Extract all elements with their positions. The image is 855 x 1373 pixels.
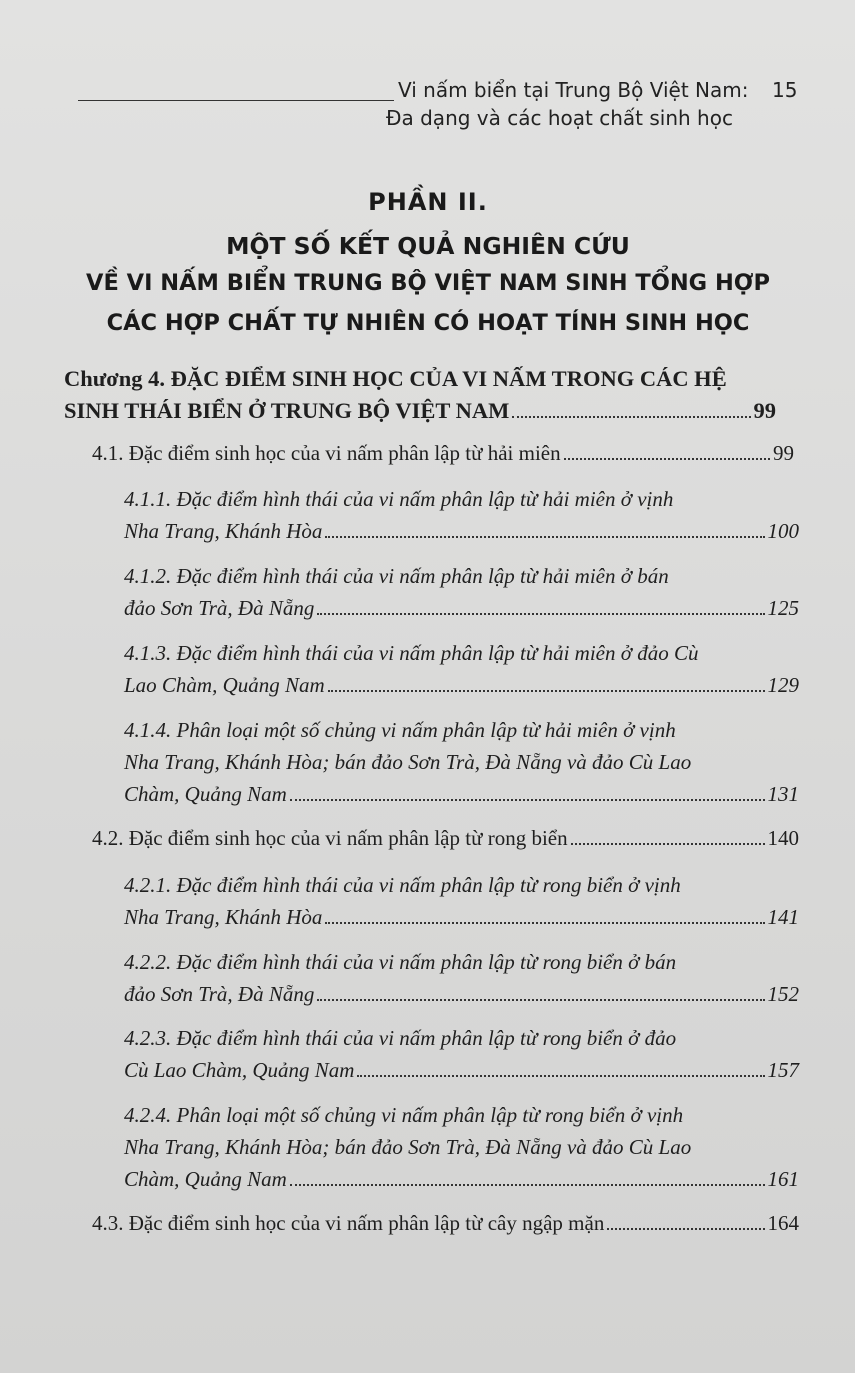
toc-entry-4-1-3-line-1: 4.1.3. Đặc điểm hình thái của vi nấm phân lập từ hải miên ở đảo Cù: [124, 641, 699, 665]
toc-page-number: 141: [767, 905, 799, 929]
toc-leader: [357, 1075, 764, 1077]
toc-entry-4-1-2-line-2: đảo Sơn Trà, Đà Nẵng: [124, 596, 315, 620]
toc-entry-text: 4.3. Đặc điểm sinh học của vi nấm phân lập từ cây ngập mặn: [92, 1211, 605, 1235]
toc-entry-4-2-4[interactable]: [124, 1167, 799, 1192]
toc-entry-4-2-3[interactable]: [124, 1058, 799, 1083]
toc-entry-4-2-2[interactable]: [124, 982, 799, 1007]
toc-entry-4-1-4-line-2: Nha Trang, Khánh Hòa; bán đảo Sơn Trà, Đà Nẵng và đảo Cù Lao: [124, 750, 692, 774]
toc-entry-4-1-4-line-3: Chàm, Quảng Nam: [124, 782, 287, 806]
toc-entry-4-2[interactable]: [92, 826, 799, 851]
toc-page-number: 152: [767, 982, 799, 1006]
toc-page-number: 161: [767, 1167, 799, 1191]
toc-chapter-4-entry[interactable]: [64, 398, 776, 424]
toc-leader: [317, 613, 764, 615]
part-title-line-3: CÁC HỢP CHẤT TỰ NHIÊN CÓ HOẠT TÍNH SINH HỌC: [106, 310, 750, 336]
toc-entry-4-2-3-line-2: Cù Lao Chàm, Quảng Nam: [124, 1058, 355, 1082]
toc-entry-4-2-4-line-2: Nha Trang, Khánh Hòa; bán đảo Sơn Trà, Đà Nẵng và đảo Cù Lao: [124, 1135, 692, 1159]
toc-leader: [317, 999, 764, 1001]
toc-leader: [325, 922, 764, 924]
toc-page-number: 131: [767, 782, 799, 806]
toc-entry-4-1-2[interactable]: [124, 596, 799, 621]
toc-chapter-4-line-1: Chương 4. ĐẶC ĐIỂM SINH HỌC CỦA VI NẤM TRONG CÁC HỆ: [64, 366, 727, 391]
toc-page-number: 100: [767, 519, 799, 543]
toc-entry-4-1-4-line-1: 4.1.4. Phân loại một số chủng vi nấm phân lập từ hải miên ở vịnh: [124, 718, 676, 742]
toc-entry-4-1-3-line-2: Lao Chàm, Quảng Nam: [124, 673, 325, 697]
toc-entry-4-2-1-line-1: 4.2.1. Đặc điểm hình thái của vi nấm phân lập từ rong biển ở vịnh: [124, 873, 681, 897]
part-title-line-2: VỀ VI NẤM BIỂN TRUNG BỘ VIỆT NAM SINH TỔNG HỢP: [86, 270, 770, 296]
toc-page-number: 129: [767, 673, 799, 697]
page-number: 15: [772, 78, 798, 102]
part-label: PHẦN II.: [368, 188, 488, 216]
toc-leader: [328, 690, 765, 692]
toc-page-number: 99: [753, 398, 776, 423]
toc-page-number: 140: [767, 826, 799, 850]
toc-entry-4-2-1[interactable]: [124, 905, 799, 930]
toc-entry-4-2-4-line-1: 4.2.4. Phân loại một số chủng vi nấm phân lập từ rong biển ở vịnh: [124, 1103, 684, 1127]
toc-entry-4-2-2-line-2: đảo Sơn Trà, Đà Nẵng: [124, 982, 315, 1006]
toc-entry-4-2-1-line-2: Nha Trang, Khánh Hòa: [124, 905, 323, 929]
toc-leader: [571, 843, 765, 845]
toc-page-number: 164: [767, 1211, 799, 1235]
toc-leader: [512, 416, 750, 418]
header-rule: [78, 100, 394, 101]
toc-entry-4-1-4[interactable]: [124, 782, 799, 807]
toc-entry-text: 4.1. Đặc điểm sinh học của vi nấm phân lập từ hải miên: [92, 441, 561, 465]
toc-entry-4-1-1-line-2: Nha Trang, Khánh Hòa: [124, 519, 323, 543]
toc-entry-4-3[interactable]: [92, 1211, 799, 1236]
toc-leader: [290, 799, 765, 801]
toc-entry-4-1[interactable]: [92, 441, 794, 466]
toc-entry-4-1-3[interactable]: [124, 673, 799, 698]
toc-page-number: 99: [773, 441, 794, 465]
toc-entry-4-2-4-line-3: Chàm, Quảng Nam: [124, 1167, 287, 1191]
toc-leader: [607, 1228, 764, 1230]
toc-leader: [290, 1184, 765, 1186]
running-header-subtitle: Đa dạng và các hoạt chất sinh học: [386, 106, 733, 130]
toc-leader: [325, 536, 764, 538]
toc-entry-4-1-1[interactable]: [124, 519, 799, 544]
toc-entry-4-1-2-line-1: 4.1.2. Đặc điểm hình thái của vi nấm phân lập từ hải miên ở bán: [124, 564, 669, 588]
part-title-line-1: MỘT SỐ KẾT QUẢ NGHIÊN CỨU: [226, 232, 630, 260]
running-header-title: Vi nấm biển tại Trung Bộ Việt Nam:: [398, 78, 749, 102]
toc-page-number: 125: [767, 596, 799, 620]
toc-entry-4-2-3-line-1: 4.2.3. Đặc điểm hình thái của vi nấm phân lập từ rong biển ở đảo: [124, 1026, 677, 1050]
toc-entry-4-1-1-line-1: 4.1.1. Đặc điểm hình thái của vi nấm phân lập từ hải miên ở vịnh: [124, 487, 674, 511]
toc-page-number: 157: [767, 1058, 799, 1082]
toc-entry-4-2-2-line-1: 4.2.2. Đặc điểm hình thái của vi nấm phân lập từ rong biển ở bán: [124, 950, 677, 974]
toc-chapter-4-line-2: SINH THÁI BIỂN Ở TRUNG BỘ VIỆT NAM: [64, 398, 510, 423]
toc-entry-text: 4.2. Đặc điểm sinh học của vi nấm phân lập từ rong biển: [92, 826, 568, 850]
toc-leader: [564, 458, 770, 460]
